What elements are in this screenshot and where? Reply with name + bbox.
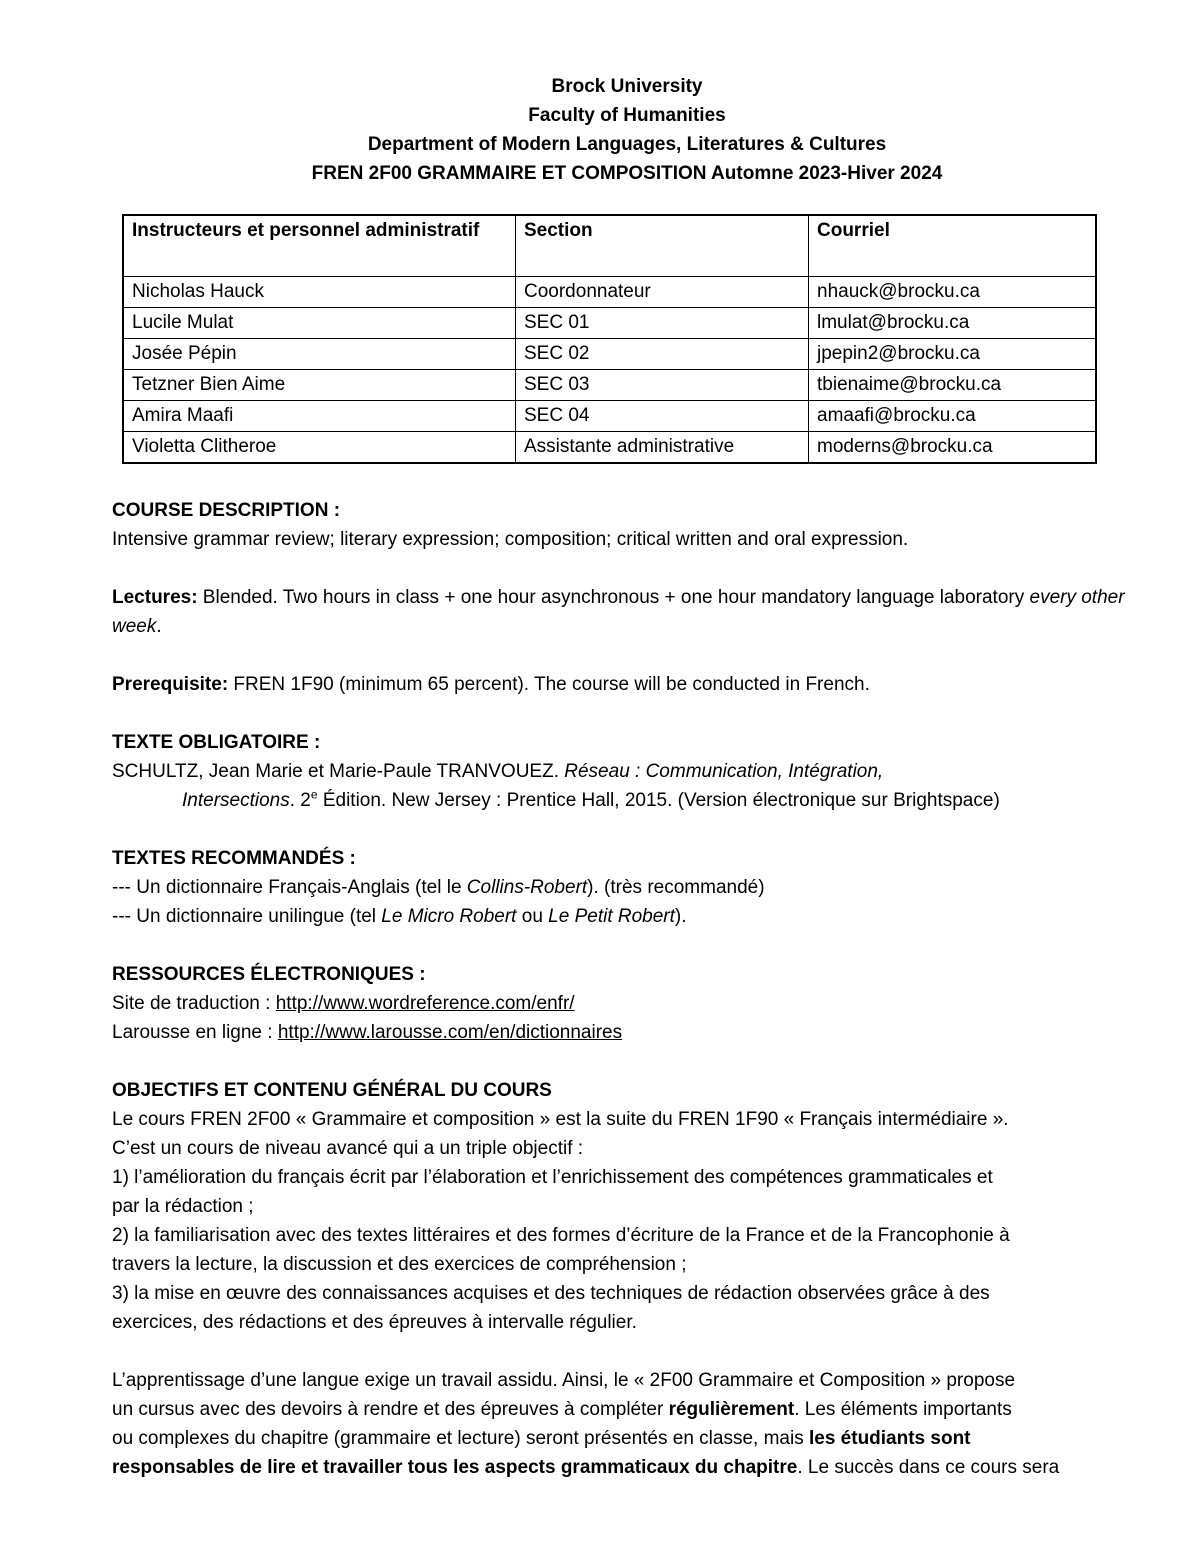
course-description-heading: COURSE DESCRIPTION : <box>112 500 341 521</box>
resource-label: Site de traduction : <box>112 993 276 1014</box>
document-header <box>112 72 1142 188</box>
required-text-line1 <box>112 757 1142 786</box>
cell-section: SEC 01 <box>516 308 809 339</box>
header-cell-section: Section <box>516 215 809 277</box>
cell-name: Tetzner Bien Aime <box>123 370 516 401</box>
staff-table <box>122 214 1097 464</box>
recommended-item <box>112 873 1142 902</box>
prerequisite-label: Prerequisite: <box>112 674 229 695</box>
prerequisite-text: FREN 1F90 (minimum 65 percent). The course will be conducted in French. <box>228 674 870 695</box>
recommended-item-text: ). <box>674 906 687 927</box>
cell-name: Amira Maafi <box>123 401 516 432</box>
cell-section: SEC 03 <box>516 370 809 401</box>
cell-name: Violetta Clitheroe <box>123 432 516 464</box>
recommended-item-title: Le Micro Robert <box>381 906 517 927</box>
recommended-texts-heading: TEXTES RECOMMANDÉS : <box>112 848 356 869</box>
table-header-row <box>123 215 1096 277</box>
cell-section: SEC 04 <box>516 401 809 432</box>
cell-email: tbienaime@brocku.ca <box>809 370 1097 401</box>
required-text-edition-pre: . 2 <box>289 790 311 811</box>
required-text-title: Réseau : Communication, Intégration, <box>564 761 884 782</box>
cell-name: Lucile Mulat <box>123 308 516 339</box>
required-text-line2 <box>112 786 1142 815</box>
learning-paragraph-line: L’apprentissage d’une langue exige un travail assidu. Ainsi, le « 2F00 Grammaire et Composition » propose <box>112 1370 1016 1391</box>
cell-section: SEC 02 <box>516 339 809 370</box>
cell-email: amaafi@brocku.ca <box>809 401 1097 432</box>
objectives-line: 1) l’amélioration du français écrit par l’élaboration et l’enrichissement des compétences grammaticales et <box>112 1167 993 1188</box>
objectives-line: Le cours FREN 2F00 « Grammaire et composition » est la suite du FREN 1F90 « Français intermédiaire ». <box>112 1109 1009 1130</box>
department-name: Department of Modern Languages, Literatures & Cultures <box>367 134 887 155</box>
learning-paragraph-line <box>112 1453 1142 1482</box>
recommended-item-text: ou <box>516 906 549 927</box>
cell-email: moderns@brocku.ca <box>809 432 1097 464</box>
lectures-end: . <box>156 616 162 637</box>
table-row <box>123 432 1096 464</box>
recommended-item-text: --- Un dictionnaire Français-Anglais (tel le <box>112 877 467 898</box>
cell-name: Josée Pépin <box>123 339 516 370</box>
table-row <box>123 277 1096 308</box>
objectives-line: exercices, des rédactions et des épreuves à intervalle régulier. <box>112 1312 637 1333</box>
document-page <box>112 72 1142 1482</box>
wordreference-link[interactable]: http://www.wordreference.com/enfr/ <box>275 993 575 1014</box>
recommended-item-text: --- Un dictionnaire unilingue (tel <box>112 906 382 927</box>
resource-label: Larousse en ligne : <box>112 1022 278 1043</box>
lectures-paragraph <box>112 583 1142 641</box>
learning-emphasis: responsables de lire et travailler tous les aspects grammaticaux du chapitre <box>112 1457 798 1478</box>
cell-section: Assistante administrative <box>516 432 809 464</box>
required-text-heading: TEXTE OBLIGATOIRE : <box>112 732 321 753</box>
header-cell-email: Courriel <box>809 215 1097 277</box>
electronic-resources-heading: RESSOURCES ÉLECTRONIQUES : <box>112 964 426 985</box>
objectives-line: par la rédaction ; <box>112 1196 254 1217</box>
course-description-text: Intensive grammar review; literary expression; composition; critical written and oral expression. <box>112 529 909 550</box>
resource-line <box>112 989 1142 1018</box>
larousse-link[interactable]: http://www.larousse.com/en/dictionnaires <box>277 1022 623 1043</box>
faculty-name: Faculty of Humanities <box>528 105 726 126</box>
lectures-label: Lectures: <box>112 587 198 608</box>
recommended-item-text: ). (très recommandé) <box>587 877 765 898</box>
prerequisite-paragraph <box>112 670 1142 699</box>
cell-name: Nicholas Hauck <box>123 277 516 308</box>
recommended-item <box>112 902 1142 931</box>
learning-paragraph-line <box>112 1424 1142 1453</box>
recommended-item-title: Le Petit Robert <box>548 906 675 927</box>
table-row <box>123 308 1096 339</box>
cell-email: lmulat@brocku.ca <box>809 308 1097 339</box>
lectures-italic: every other week <box>112 587 1125 637</box>
learning-emphasis: régulièrement <box>668 1399 795 1420</box>
learning-text: . Le succès dans ce cours sera <box>797 1457 1060 1478</box>
required-text-edition-post: Édition. New Jersey : Prentice Hall, 2015. (Version électronique sur Brightspace) <box>317 790 1000 811</box>
resource-line <box>112 1018 1142 1047</box>
objectives-heading: OBJECTIFS ET CONTENU GÉNÉRAL DU COURS <box>112 1080 552 1101</box>
table-row <box>123 339 1096 370</box>
cell-email: jpepin2@brocku.ca <box>809 339 1097 370</box>
table-row <box>123 401 1096 432</box>
objectives-line: C’est un cours de niveau avancé qui a un triple objectif : <box>112 1138 584 1159</box>
learning-text: un cursus avec des devoirs à rendre et des épreuves à compléter <box>112 1399 669 1420</box>
cell-email: nhauck@brocku.ca <box>809 277 1097 308</box>
required-text-authors: SCHULTZ, Jean Marie et Marie-Paule TRANVOUEZ. <box>112 761 565 782</box>
recommended-item-title: Collins-Robert <box>466 877 588 898</box>
learning-emphasis: les étudiants sont <box>808 1428 971 1449</box>
required-text-title-cont: Intersections <box>182 790 290 811</box>
learning-paragraph-line <box>112 1395 1142 1424</box>
required-text-edition-sup: e <box>310 787 318 802</box>
header-cell-instructors: Instructeurs et personnel administratif <box>123 215 516 277</box>
course-title: FREN 2F00 GRAMMAIRE ET COMPOSITION Automne 2023-Hiver 2024 <box>311 163 943 184</box>
objectives-line: travers la lecture, la discussion et des exercices de compréhension ; <box>112 1254 687 1275</box>
learning-text: . Les éléments importants <box>794 1399 1012 1420</box>
university-name: Brock University <box>551 76 703 97</box>
cell-section: Coordonnateur <box>516 277 809 308</box>
objectives-line: 3) la mise en œuvre des connaissances acquises et des techniques de rédaction observées grâce à des <box>112 1283 990 1304</box>
table-row <box>123 370 1096 401</box>
lectures-text: Blended. Two hours in class + one hour asynchronous + one hour mandatory language laboratory <box>197 587 1030 608</box>
objectives-line: 2) la familiarisation avec des textes littéraires et des formes d’écriture de la France et de la Francophonie à <box>112 1225 1010 1246</box>
learning-text: ou complexes du chapitre (grammaire et lecture) seront présentés en classe, mais <box>112 1428 809 1449</box>
